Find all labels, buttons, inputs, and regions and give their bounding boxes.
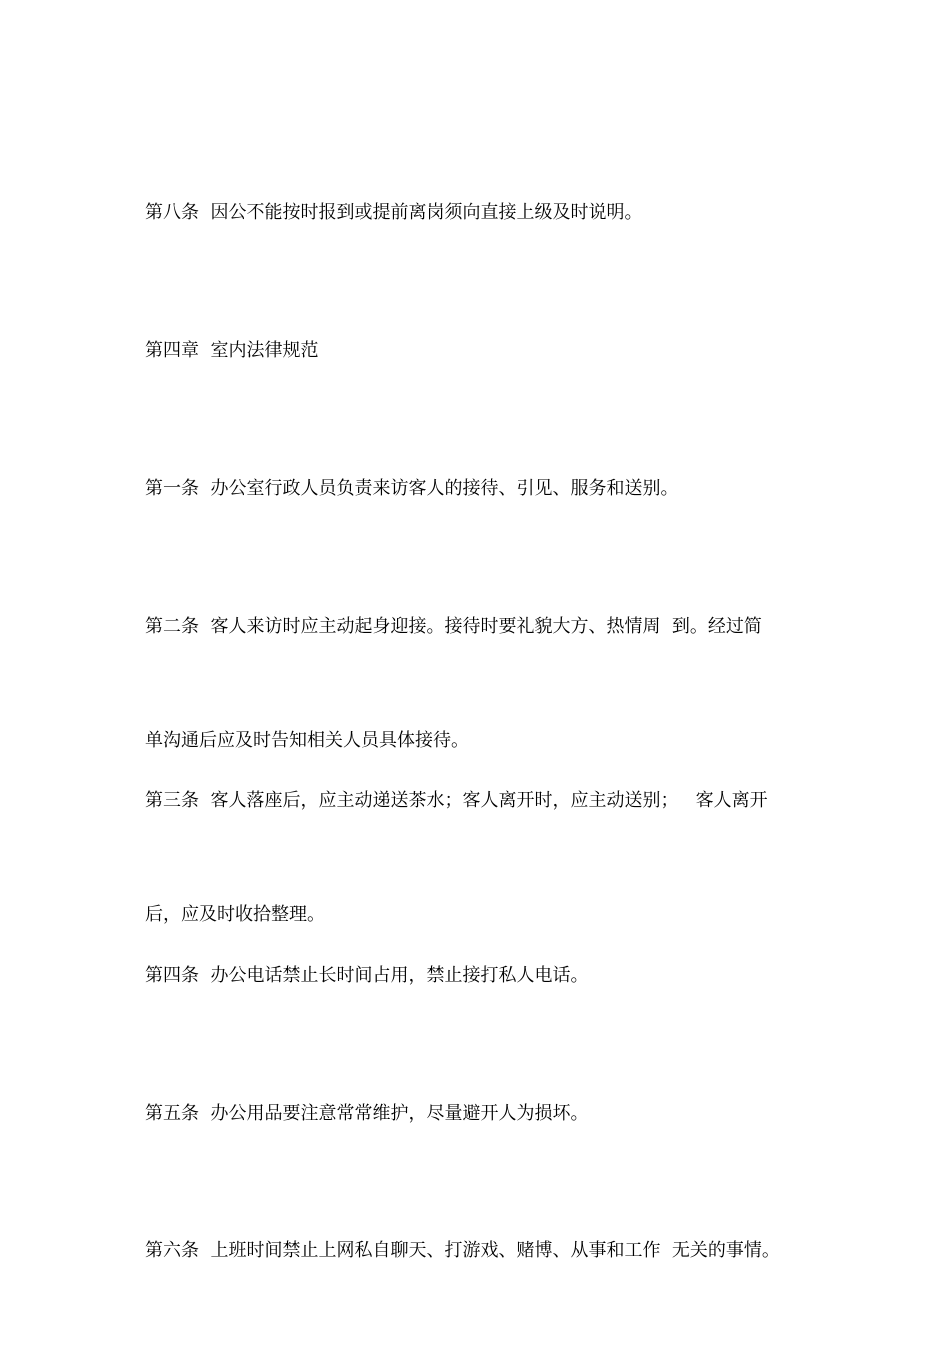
paragraph-line: 第五条 办公用品要注意常常维护，尽量避开人为损坏。 (145, 1103, 589, 1124)
paragraph-line: 单沟通后应及时告知相关人员具体接待。 (145, 730, 469, 751)
paragraph-line: 第四章 室内法律规范 (145, 340, 319, 361)
paragraph-line: 第四条 办公电话禁止长时间占用，禁止接打私人电话。 (145, 965, 589, 986)
paragraph-line: 第三条 客人落座后，应主动递送茶水；客人离开时，应主动送别； 客人离开 (145, 790, 768, 811)
paragraph-line: 第六条 上班时间禁止上网私自聊天、打游戏、赌博、从事和工作 无关的事情。 (145, 1240, 780, 1261)
article-6-paragraph (145, 1156, 825, 1346)
paragraph-line: 第八条 因公不能按时报到或提前离岗须向直接上级及时说明。 (145, 202, 643, 223)
paragraph-line: 第一条 办公室行政人员负责来访客人的接待、引见、服务和送别。 (145, 478, 679, 499)
paragraph-line: 第二条 客人来访时应主动起身迎接。接待时要礼貌大方、热情周 到。经过简 (145, 616, 762, 637)
paragraph-line: 后，应及时收拾整理。 (145, 904, 325, 925)
